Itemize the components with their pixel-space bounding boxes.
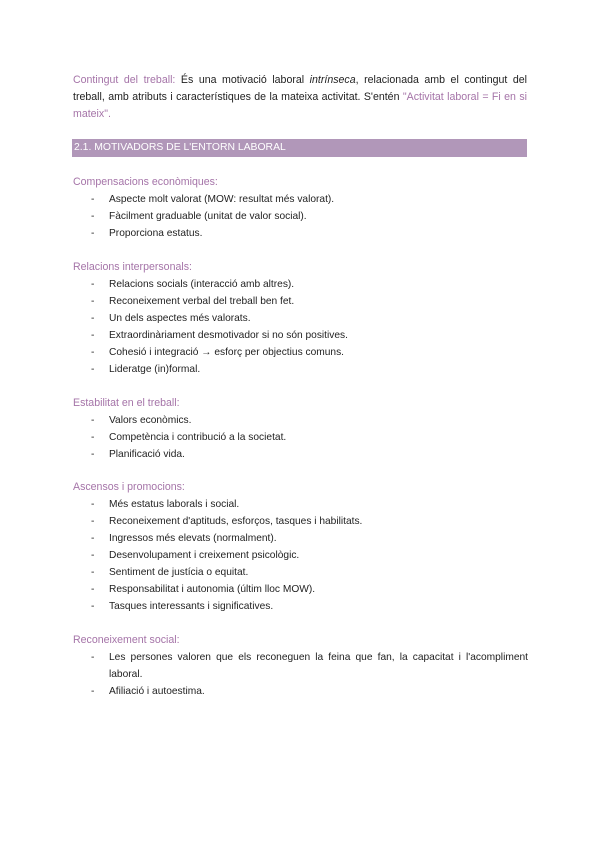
list-item: [73, 429, 528, 446]
list-item: [73, 191, 528, 208]
list-item-text: Desenvolupament i creixement psicològic.: [109, 550, 300, 561]
dash-bullet: -: [91, 364, 95, 375]
section-ascensos: [73, 479, 528, 615]
list-item: [73, 293, 528, 310]
dash-bullet: -: [91, 228, 95, 239]
list-item: [73, 310, 528, 327]
intro-text-after: , relacionada amb el contingut del treball, amb atributs i característiques de la mateixa activitat. S'entén: [73, 74, 528, 103]
dash-bullet: -: [91, 194, 95, 205]
list-item-text: Lideratge (in)formal.: [109, 364, 201, 375]
list-item-text: Un dels aspectes més valorats.: [109, 313, 251, 324]
list-item: [73, 547, 528, 564]
list-item: [73, 327, 528, 344]
dash-bullet: -: [91, 686, 95, 697]
bullet-list: [73, 276, 528, 378]
list-item-text: Fàcilment graduable (unitat de valor social).: [109, 211, 307, 222]
list-item-text: Responsabilitat i autonomia (últim lloc MOW).: [109, 584, 316, 595]
list-item-text: Les persones valoren que els reconeguen la feina que fan, la capacitat i l'acompliment laboral.: [109, 652, 528, 680]
intro-paragraph: [73, 72, 527, 123]
dash-bullet: -: [91, 584, 95, 595]
list-item-text: Relacions socials (interacció amb altres).: [109, 279, 295, 290]
list-item: [73, 581, 528, 598]
list-item-text: Sentiment de justícia o equitat.: [109, 567, 249, 578]
dash-bullet: -: [91, 296, 95, 307]
dash-bullet: -: [91, 601, 95, 612]
dash-bullet: -: [91, 550, 95, 561]
dash-bullet: -: [91, 415, 95, 426]
list-item: [73, 225, 528, 242]
dash-bullet: -: [91, 652, 95, 663]
list-item-text: Cohesió i integració → esforç per objectius comuns.: [109, 347, 344, 358]
dash-bullet: -: [91, 533, 95, 544]
list-item-text: Proporciona estatus.: [109, 228, 203, 239]
dash-bullet: -: [91, 330, 95, 341]
section-estabilitat: [73, 395, 528, 463]
list-item-text: Extraordinàriament desmotivador si no són positives.: [109, 330, 348, 341]
list-item: [73, 530, 528, 547]
list-item: [73, 564, 528, 581]
list-item-text: Més estatus laborals i social.: [109, 499, 240, 510]
list-item: [73, 513, 528, 530]
bullet-list: [73, 649, 528, 700]
list-item: [73, 276, 528, 293]
dash-bullet: -: [91, 347, 95, 358]
intro-text-before: És una motivació laboral: [175, 74, 310, 86]
list-item-text: Planificació vida.: [109, 449, 185, 460]
list-item: [73, 683, 528, 700]
list-item: [73, 412, 528, 429]
list-item-text: Ingressos més elevats (normalment).: [109, 533, 277, 544]
list-item-text: Aspecte molt valorat (MOW: resultat més valorat).: [109, 194, 335, 205]
list-item: [73, 496, 528, 513]
list-item: [73, 208, 528, 225]
list-item-text: Valors econòmics.: [109, 415, 192, 426]
list-item-text: Reconeixement verbal del treball ben fet.: [109, 296, 295, 307]
dash-bullet: -: [91, 567, 95, 578]
dash-bullet: -: [91, 499, 95, 510]
intro-text-italic: intrínseca: [309, 74, 356, 86]
section-compensacions: [73, 174, 528, 242]
section-title: Estabilitat en el treball:: [73, 397, 180, 409]
list-item-text: Tasques interessants i significatives.: [109, 601, 274, 612]
dash-bullet: -: [91, 449, 95, 460]
dash-bullet: -: [91, 211, 95, 222]
list-item-text: Competència i contribució a la societat.: [109, 432, 287, 443]
section-title: Compensacions econòmiques:: [73, 176, 218, 188]
intro-label: Contingut del treball:: [73, 74, 176, 86]
list-item: [73, 446, 528, 463]
section-reconeixement: [73, 632, 528, 700]
bullet-list: [73, 412, 528, 463]
section-heading: 2.1. MOTIVADORS DE L'ENTORN LABORAL: [74, 142, 286, 153]
section-relacions: [73, 259, 528, 378]
dash-bullet: -: [91, 516, 95, 527]
bullet-list: [73, 496, 528, 615]
list-item: [73, 361, 528, 378]
section-heading-bar: [72, 139, 527, 157]
list-item: [73, 598, 528, 615]
section-title: Relacions interpersonals:: [73, 261, 192, 273]
list-item: [73, 649, 528, 683]
list-item-text: Reconeixement d'aptituds, esforços, tasques i habilitats.: [109, 516, 363, 527]
list-item-text: Afiliació i autoestima.: [109, 686, 205, 697]
dash-bullet: -: [91, 279, 95, 290]
dash-bullet: -: [91, 432, 95, 443]
intro-quote: "Activitat laboral = Fi en si mateix".: [73, 91, 527, 120]
list-item: [73, 344, 528, 361]
section-title: Ascensos i promocions:: [73, 481, 185, 493]
section-title: Reconeixement social:: [73, 634, 180, 646]
bullet-list: [73, 191, 528, 242]
dash-bullet: -: [91, 313, 95, 324]
